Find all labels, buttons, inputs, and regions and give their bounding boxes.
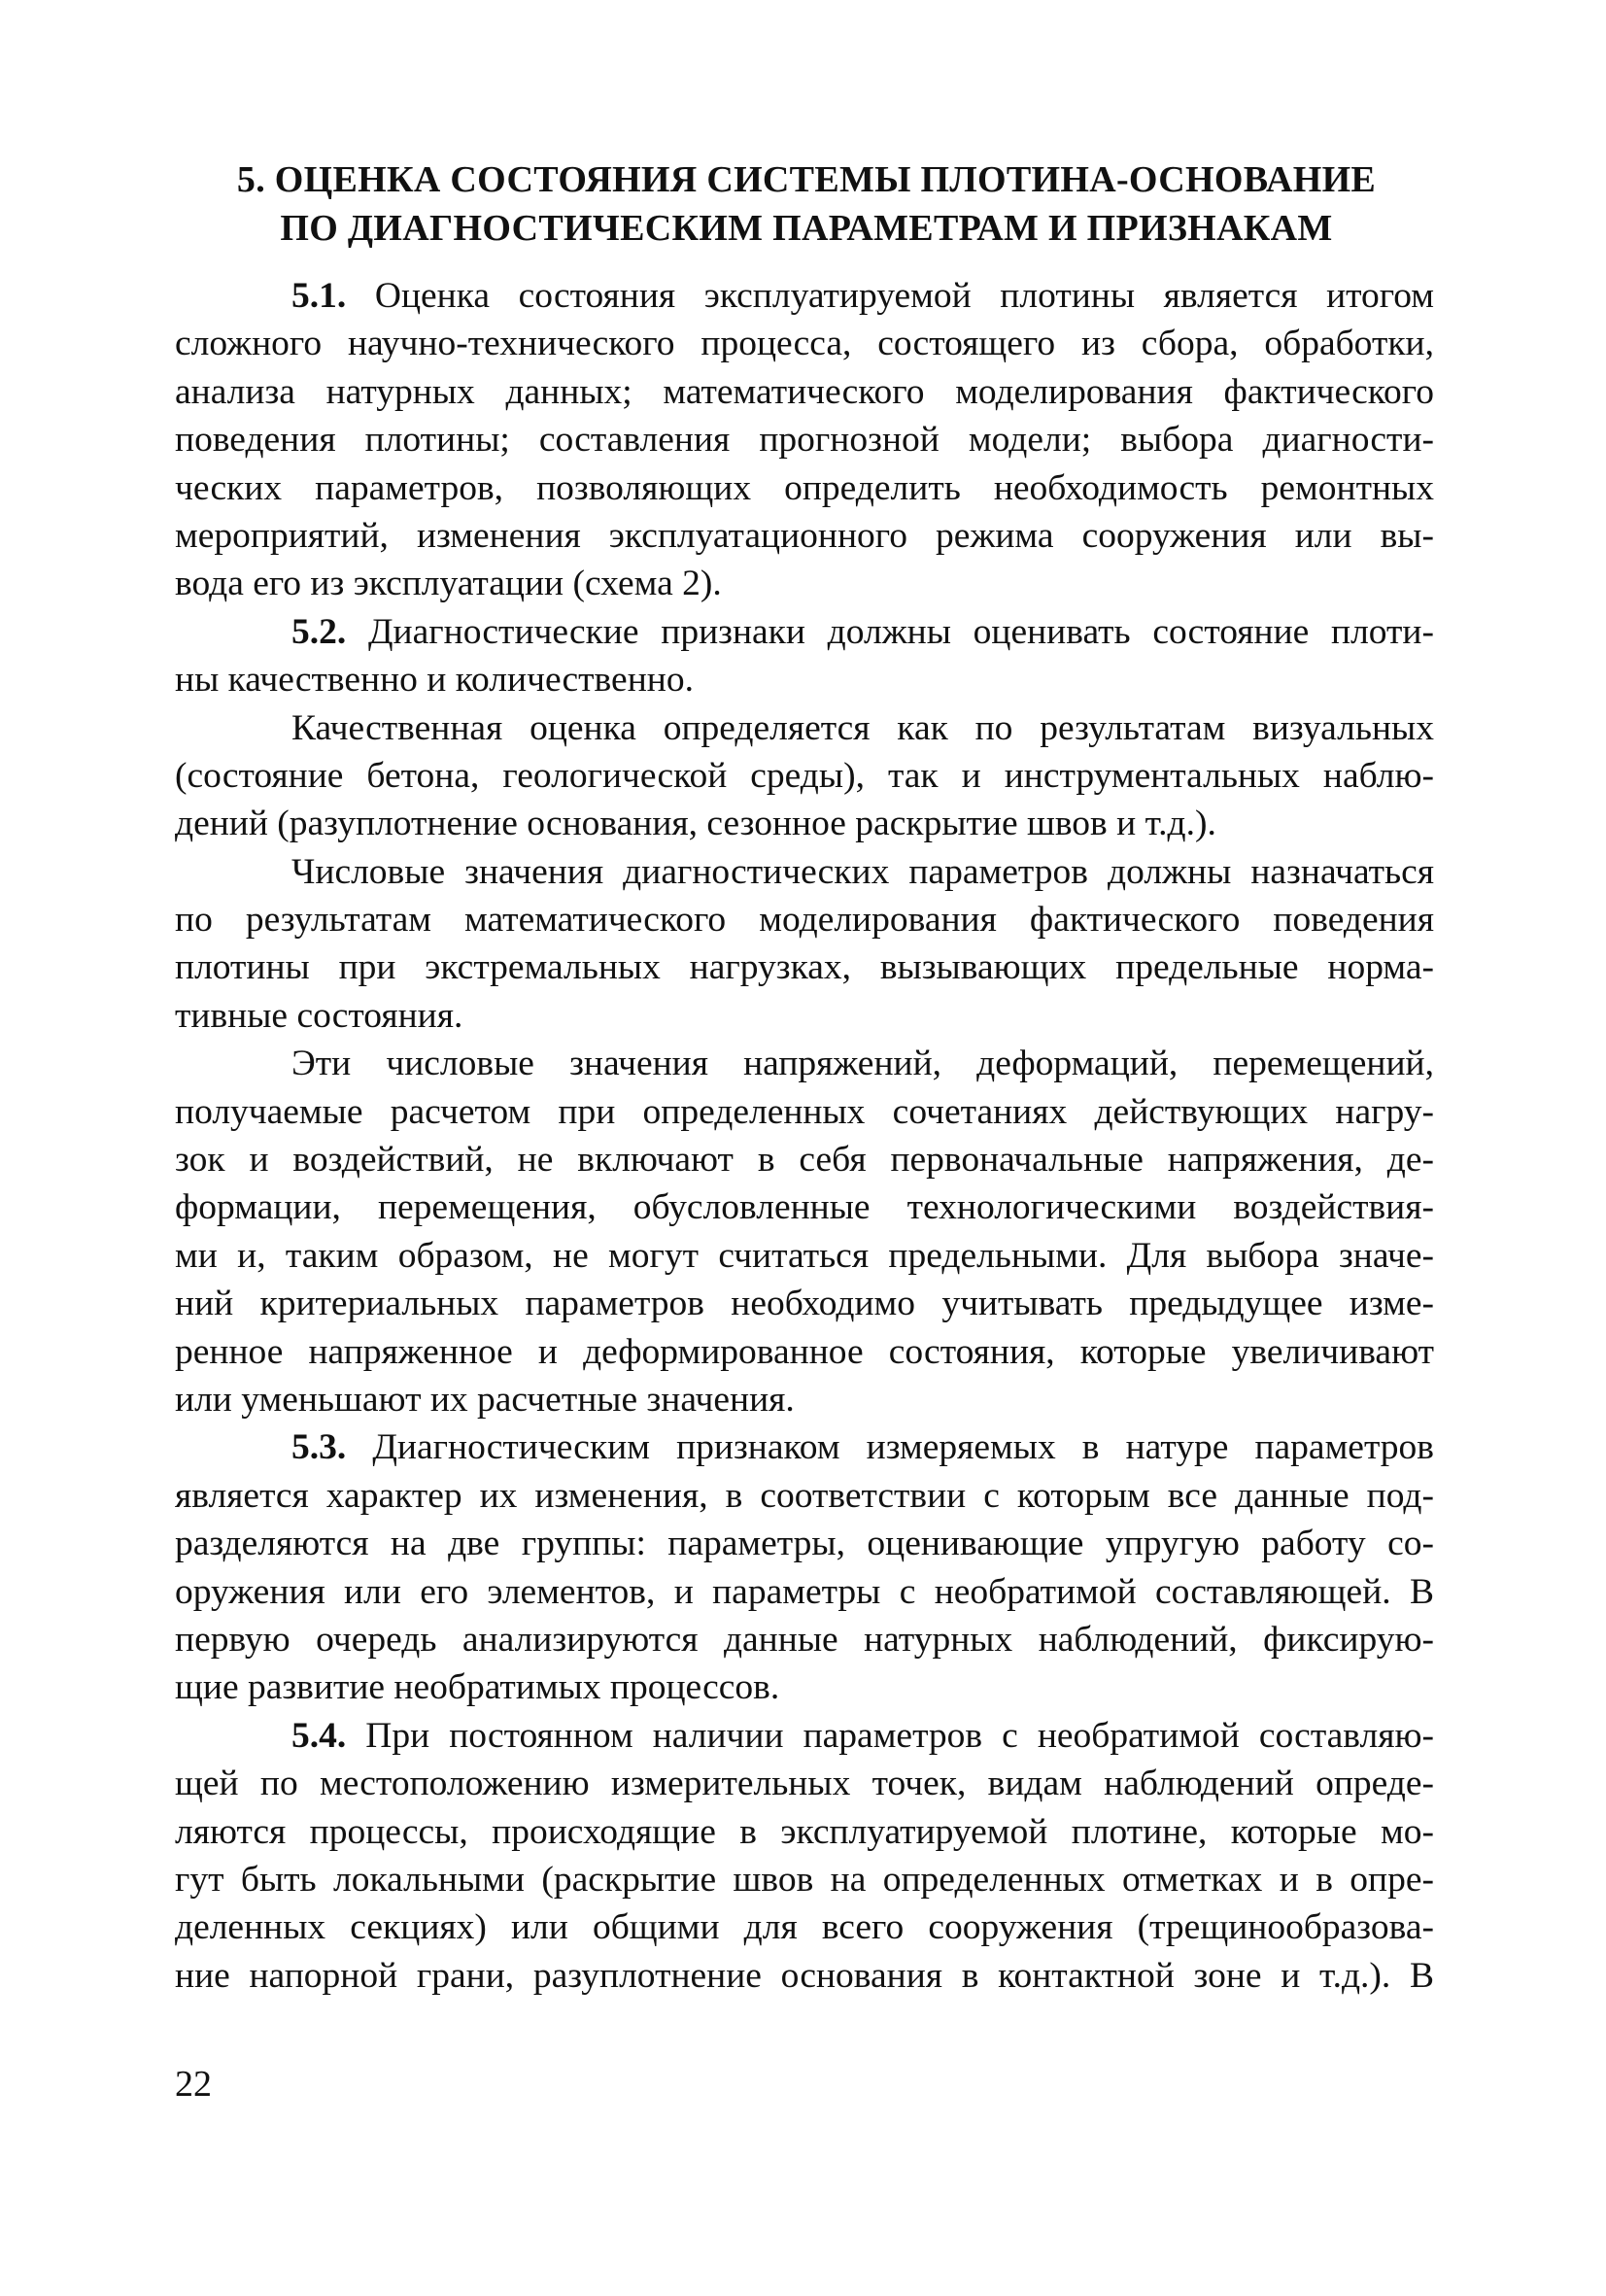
text-line: 5.1. Оценка состояния эксплуатируемой плотины является итогом	[291, 276, 1434, 316]
text-line: разделяются на две группы: параметры, оценивающие упругую работу со-	[175, 1524, 1434, 1564]
paragraph-5-3	[175, 1423, 1434, 1711]
text-line: ренное напряженное и деформированное состояния, которые увеличивают	[175, 1331, 1434, 1372]
text-line: ны качественно и количественно.	[175, 660, 694, 701]
heading-line-2: ПО ДИАГНОСТИЧЕСКИМ ПАРАМЕТРАМ И ПРИЗНАКАМ	[280, 208, 1333, 249]
paragraph-number: 5.4.	[291, 1715, 347, 1756]
text-line: сложного научно-технического процесса, состоящего из сбора, обработки,	[175, 324, 1434, 364]
paragraph-stress-values	[175, 1040, 1434, 1423]
text-line: зок и воздействий, не включают в себя первоначальные напряжения, де-	[175, 1140, 1434, 1181]
paragraph-qualitative	[175, 704, 1434, 848]
text-line: первую очередь анализируются данные натурных наблюдений, фиксирую-	[175, 1619, 1434, 1660]
paragraph-5-2	[175, 608, 1434, 704]
paragraph-number: 5.1.	[291, 276, 347, 316]
text-line: ческих параметров, позволяющих определить необходимость ремонтных	[175, 467, 1434, 508]
text-line: или уменьшают их расчетные значения.	[175, 1379, 795, 1420]
text-line: вода его из эксплуатации (схема 2).	[175, 564, 722, 604]
paragraph-5-1	[175, 272, 1434, 608]
text-line: ляются процессы, происходящие в эксплуатируемой плотине, которые мо-	[175, 1811, 1434, 1852]
text-line: поведения плотины; составления прогнозной модели; выбора диагности-	[175, 420, 1434, 461]
text-line: формации, перемещения, обусловленные технологическими воздействия-	[175, 1187, 1434, 1228]
paragraph-5-4	[175, 1712, 1434, 2000]
text-line: Качественная оценка определяется как по результатам визуальных	[291, 707, 1434, 748]
text-line: плотины при экстремальных нагрузках, вызывающих предельные норма-	[175, 947, 1434, 988]
text-line: ние напорной грани, разуплотнение основания в контактной зоне и т.д.). В	[175, 1955, 1434, 1996]
paragraph-numerical	[175, 848, 1434, 1041]
text-line: щие развитие необратимых процессов.	[175, 1667, 780, 1708]
text-line: 5.4. При постоянном наличии параметров с необратимой составляю-	[291, 1715, 1434, 1756]
paragraph-number: 5.3.	[291, 1427, 347, 1468]
text-line: деленных секциях) или общими для всего сооружения (трещинообразова-	[175, 1907, 1434, 1948]
text-line: является характер их изменения, в соответствии с которым все данные под-	[175, 1475, 1434, 1516]
text-line: оружения или его элементов, и параметры с необратимой составляющей. В	[175, 1571, 1434, 1612]
section-heading	[175, 155, 1438, 253]
body-text	[175, 272, 1434, 2000]
heading-line-1: 5. ОЦЕНКА СОСТОЯНИЯ СИСТЕМЫ ПЛОТИНА-ОСНОВАНИЕ	[236, 159, 1377, 200]
page-number: 22	[175, 2064, 212, 2105]
text-line: получаемые расчетом при определенных сочетаниях действующих нагру-	[175, 1091, 1434, 1132]
text-line: тивные состояния.	[175, 995, 463, 1036]
text-line: мероприятий, изменения эксплуатационного режима сооружения или вы-	[175, 515, 1434, 556]
paragraph-number: 5.2.	[291, 611, 347, 652]
text-line: ми и, таким образом, не могут считаться предельными. Для выбора значе-	[175, 1235, 1434, 1276]
text-line: Эти числовые значения напряжений, деформаций, перемещений,	[291, 1044, 1434, 1084]
text-line: по результатам математического моделирования фактического поведения	[175, 900, 1434, 941]
text-line: Числовые значения диагностических параметров должны назначаться	[291, 851, 1434, 892]
text-line: анализа натурных данных; математического моделирования фактического	[175, 371, 1434, 412]
text-line: (состояние бетона, геологической среды), так и инструментальных наблю-	[175, 755, 1434, 796]
text-line: 5.2. Диагностические признаки должны оценивать состояние плоти-	[291, 611, 1434, 652]
text-line: щей по местоположению измерительных точек, видам наблюдений опреде-	[175, 1764, 1434, 1804]
text-line: 5.3. Диагностическим признаком измеряемых в натуре параметров	[291, 1427, 1434, 1468]
text-line: ний критериальных параметров необходимо учитывать предыдущее изме-	[175, 1284, 1434, 1324]
text-line: гут быть локальными (раскрытие швов на определенных отметках и в опре-	[175, 1859, 1434, 1900]
text-line: дений (разуплотнение основания, сезонное раскрытие швов и т.д.).	[175, 804, 1216, 844]
